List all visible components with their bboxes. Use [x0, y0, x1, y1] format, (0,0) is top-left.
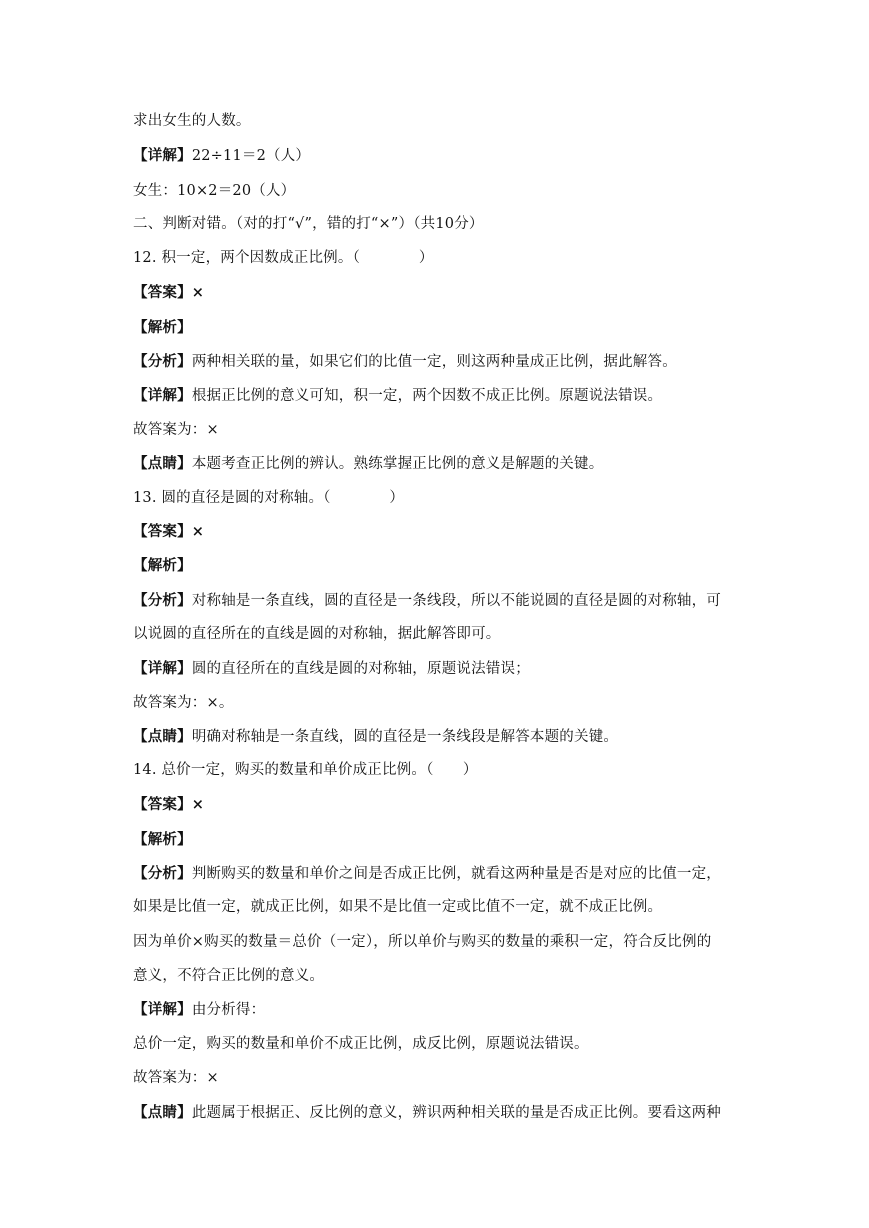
section-tag: 【点睛】 [133, 1104, 192, 1121]
answer-label: 【答案】× [133, 796, 205, 813]
detail-text [133, 386, 743, 406]
section-body: 由分析得： [191, 1002, 266, 1018]
analysis-text-cont: 因为单价×购买的数量＝总价（一定），所以单价与购买的数量的乘积一定，符合反比例的 [133, 934, 712, 950]
section-heading: 二、判断对错。（对的打“√”，错的打“×”）（共10分） [133, 216, 484, 232]
detail-text [133, 1000, 743, 1020]
analysis-text-cont: 如果是比值一定，就成正比例，如果不是比值一定或比值不一定，就不成正比例。 [133, 899, 663, 915]
detail-text [133, 659, 743, 679]
section-body: 本题考查正比例的辨认。熟练掌握正比例的意义是解题的关键。 [191, 456, 604, 472]
comment-text [133, 727, 743, 747]
question-13: 13. 圆的直径是圆的对称轴。（ ） [133, 490, 405, 506]
answer-text: 故答案为：× [133, 1070, 219, 1086]
answer-text: 故答案为：× [133, 422, 219, 438]
analysis-text [133, 352, 743, 372]
section-body: 22÷11＝2（人） [191, 148, 311, 164]
comment-text [133, 454, 743, 474]
section-body: 此题属于根据正、反比例的意义，辨识两种相关联的量是否成正比例。要看这两种 [191, 1105, 722, 1121]
section-tag: 【详解】 [133, 387, 192, 404]
analysis-text [133, 591, 743, 611]
comment-text [133, 1103, 743, 1123]
section-body: 明确对称轴是一条直线，圆的直径是一条线段是解答本题的关键。 [191, 729, 619, 745]
answer-label: 【答案】× [133, 523, 205, 540]
section-tag: 【详解】 [133, 660, 192, 677]
section-tag: 【分析】 [133, 353, 192, 370]
text-line [133, 146, 743, 166]
analysis-label: 【解析】 [133, 319, 192, 336]
section-body: 判断购买的数量和单价之间是否成正比例，就看这两种量是否是对应的比值一定， [191, 866, 722, 882]
question-14: 14. 总价一定，购买的数量和单价成正比例。（ ） [133, 762, 478, 778]
analysis-label: 【解析】 [133, 831, 192, 848]
text-line: 求出女生的人数。 [133, 113, 251, 129]
text-line: 女生：10×2＝20（人） [133, 183, 296, 199]
section-tag: 【点睛】 [133, 728, 192, 745]
answer-label: 【答案】× [133, 284, 205, 301]
analysis-text-cont: 以说圆的直径所在的直线是圆的对称轴，据此解答即可。 [133, 626, 501, 642]
question-12: 12. 积一定，两个因数成正比例。（ ） [133, 250, 434, 266]
section-tag: 【分析】 [133, 592, 192, 609]
answer-text: 故答案为：×。 [133, 695, 234, 711]
section-tag: 【详解】 [133, 147, 192, 164]
analysis-text [133, 864, 743, 884]
section-body: 对称轴是一条直线，圆的直径是一条线段，所以不能说圆的直径是圆的对称轴，可 [191, 593, 722, 609]
section-body: 圆的直径所在的直线是圆的对称轴，原题说法错误； [191, 661, 530, 677]
section-tag: 【分析】 [133, 865, 192, 882]
detail-text-cont: 总价一定，购买的数量和单价不成正比例，成反比例，原题说法错误。 [133, 1036, 589, 1052]
section-tag: 【详解】 [133, 1001, 192, 1018]
analysis-text-cont: 意义，不符合正比例的意义。 [133, 968, 325, 984]
section-body: 两种相关联的量，如果它们的比值一定，则这两种量成正比例，据此解答。 [191, 354, 677, 370]
section-body: 根据正比例的意义可知，积一定，两个因数不成正比例。原题说法错误。 [191, 388, 663, 404]
section-tag: 【点睛】 [133, 455, 192, 472]
analysis-label: 【解析】 [133, 557, 192, 574]
